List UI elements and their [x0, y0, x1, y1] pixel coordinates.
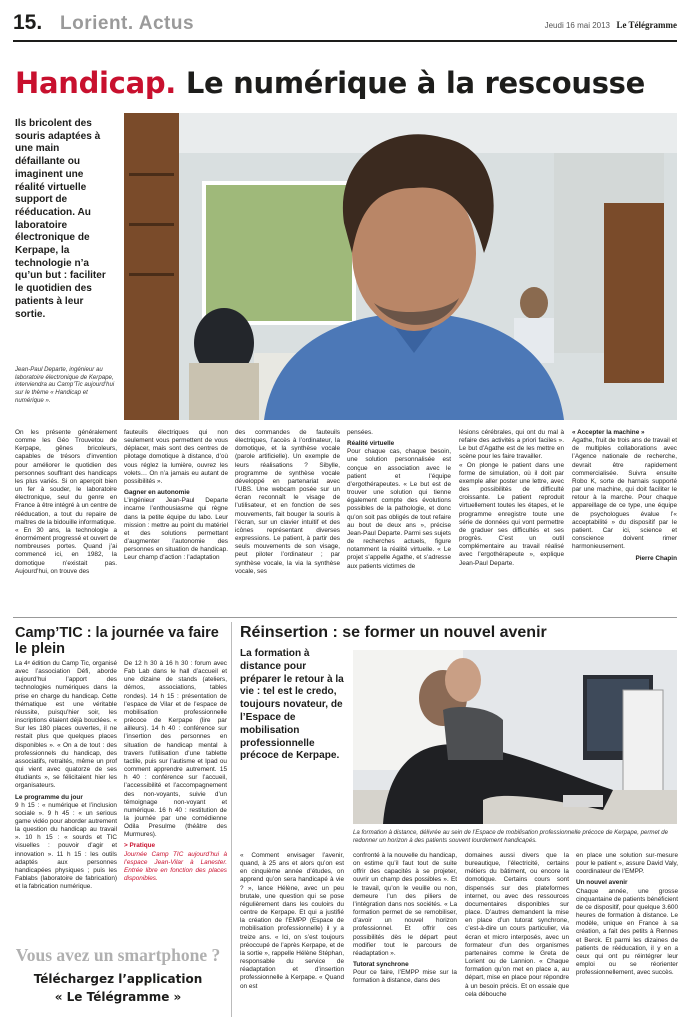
- ad-line: Téléchargez l’application: [33, 972, 203, 986]
- ad-cta[interactable]: [13, 970, 223, 1006]
- paragraph: lésions cérébrales, qui ont du mal à refaire des activités a priori faciles ». Le but d’Agathe est de les mettre en scène pour les faire travailler.: [459, 429, 564, 461]
- practical-label: > Pratique: [124, 842, 156, 850]
- section-title: Lorient. Actus: [60, 13, 195, 34]
- photo-caption: Jean-Paul Departe, ingénieur au laboratoire électronique de Kerpape, interviendra au Camp’Tic aujourd’hui sur le thème « Handicap et numérique ».: [15, 366, 115, 404]
- paragraph: confronté à la nouvelle du handicap, on estime qu’il faut tout de suite offrir des capacités à se projeter, ouvrir un champ des possibles ». Et le travail, qu’on le veuille ou non, demeure l’un des piliers de l’intégration dans nos sociétés. « La formation permet de se remobiliser, d’avoir un nouvel horizon professionnel. Et offrir ces possibilités dès le départ peut modifier tout le parcours de réadaptation ».: [353, 852, 457, 957]
- paragraph: L’ingénieur Jean-Paul Departe incarne l’enthousiasme qui règne dans la petite équipe du labo. Leur mission : mettre au point du matériel et des solutions permettant d’augmenter l’autonomie des personnes en situation de handicap. Leur champ d’action : l’adaptation: [124, 497, 228, 562]
- subheading: Un nouvel avenir: [576, 879, 628, 887]
- paragraph: Agathe, fruit de trois ans de travail et de multiples collaborations avec l’Agence nationale de recherche, devrait être rapidement commercialisée. Suivra ensuite Robo K, sorte de harnais supporté par une machine, qui doit faciliter le retour à la marche. Pour chaque appareillage de ce type, une équipe de psychologues évalue l’« acceptabilité » du dispositif par le patient. Car ici, science et conscience doivent rimer harmonieusement.: [572, 437, 677, 551]
- author-signature: Pierre Chapin: [635, 555, 677, 563]
- reinsertion-column-1: [240, 852, 344, 991]
- issue-date: Jeudi 16 mai 2013: [544, 21, 610, 30]
- paragraph: Pour ce faire, l’EMPP mise sur la formation à distance, dans des: [353, 969, 457, 985]
- header-rule: [13, 40, 677, 42]
- camptic-column-2: [124, 660, 227, 883]
- subheading: Tutorat synchrone: [353, 961, 409, 969]
- article-column-5: [459, 429, 564, 568]
- paragraph: « On plonge le patient dans une forme de simulation, où il doit par exemple aller poster une lettre, avec des possibilités de difficulté croissante. Le patient reproduit virtuellement toutes les étapes, et le programme enregistre toute une série de données qui vont permettre de graduer ses difficultés et ses progrès. C’est un outil complémentaire au travail réalisé avec l’ergothérapeute », explique Jean-Paul Departe.: [459, 461, 564, 567]
- newspaper-name: Le Télégramme: [616, 20, 677, 30]
- headline-kicker: Handicap.: [15, 66, 177, 100]
- training-illustration: [353, 650, 677, 824]
- training-caption: La formation à distance, délivrée au sein de l’Espace de mobilisation professionnelle précoce de Kerpape, permet de redonner un horizon à des patients souvent lourdement handicapés.: [353, 829, 669, 844]
- subheading: Gagner en autonomie: [124, 489, 190, 497]
- paragraph: On les présente généralement comme les Géo Trouvetou de Kerpape, gênes bricoleurs, capables de trésors d’invention pour améliorer le quotidien des personnes souffrant des handicaps les plus variés. Si on aperçoit bien un fer à souder, le laboratoire électronique, seul du genre en France à être intégré à un centre de rééducation, a tout du repaire de maîtres de la bidouille informatique.: [15, 429, 117, 526]
- subheading: Réalité virtuelle: [347, 440, 395, 448]
- page-number: 15.: [13, 11, 43, 34]
- paragraph: La 4ᵉ édition du Camp Tic, organisé avec l’association Défi, aborde aujourd’hui l’apport des technologies numériques dans la prise en charge du handicap. Cette thématique est une véritable réussite, puisqu’hier soir, les inscriptions étaient déjà bouclées. « Sur les 180 places ouvertes, il ne restait plus que quelques places disponibles ». « On a de tout : des professionnels du handicap, des associatifs, retraités, même un prof qui vient avec quatorze de ses étudiants », se félicitaient hier les organisateurs.: [15, 660, 117, 790]
- portrait-illustration: [124, 113, 677, 420]
- paragraph: « Comment envisager l’avenir, quand, à 25 ans et alors qu’on est en cinquième année d’études, on apprend qu’on sera handicapé à vie ? », lance Hélène, avec un peu brutale, une question qui se pose régulièrement dans les couloirs du centre de Kerpape. Et qui a justifié la création de l’EMPP (Espace de mobilisation professionnelle) il y a treize ans. « Ici, on s’est toujours préoccupé de l’après Kerpape, et de la sortie », rappelle Hélène Stéphan, responsable du service de réadaptation et d’insertion professionnelle à Kerpape. « Quand on est: [240, 852, 344, 990]
- camptic-title: Camp’TIC : la journée va faire le plein: [15, 625, 219, 657]
- subheading: Le programme du jour: [15, 793, 83, 801]
- ad-headline: Vous avez un smartphone ?: [15, 945, 221, 965]
- reinsertion-column-2: [353, 852, 457, 986]
- portrait-photo: [124, 113, 677, 420]
- article-column-6: [572, 429, 677, 564]
- camptic-column-1: [15, 660, 117, 891]
- practical-info: Journée Camp TIC aujourd’hui à l’espace Jean-Vilar à Lanester. Entrée libre en fonction des places disponibles.: [124, 850, 227, 883]
- paragraph: domaines aussi divers que la bureautique, l’électricité, certains métiers du bâtiment, ou encore la domotique. Certains cours sont dispensés sur des plateformes internet, ou avec des ressources documentaires disponibles sur place. D’autres demandent la mise en place d’un tutorat synchrone, c’est-à-dire un cours particulier, via écran et micro interposés, avec un formateur d’un des organismes partenaires comme le Greta de Lorient ou de Lannion. « Chaque formation qu’on met en place a, au départ, mise en place pour répondre à un besoin précis. Et on essaie que cela débouche: [465, 852, 569, 998]
- reinsertion-column-4: [576, 852, 678, 977]
- subheading: « Accepter la machine »: [572, 429, 645, 436]
- paragraph: Pour chaque cas, chaque besoin, une solution personnalisée est conçue en association avec le patient et l’équipe d’ergothérapeutes. « Le but est de trouver une solution qui tienne également compte des évolutions possibles de la pathologie, et donc qu’on soit pas obligés de tout refaire au bout de deux ans », précise Jean-Paul Departe. Parmi ses sujets de recherches actuels, figure notamment la réalité virtuelle. « Le projet s’appelle Agathe, et s’adresse aux patients victimes de: [347, 448, 451, 570]
- paragraph: « En 30 ans, la technologie a énormément progressé et ouvert de nombreuses portes. Quand j’ai commencé ici, en 1982, la domotique n’existait pas. Aujourd’hui, on trouve des: [15, 526, 117, 575]
- headline: [15, 66, 645, 100]
- reinsertion-deck: La formation à distance pour préparer le retour à la vie : tel est le credo, toujours novateur, de l’Espace de mobilisation professionnelle précoce de Kerpape.: [240, 648, 344, 762]
- reinsertion-column-3: [465, 852, 569, 999]
- article-column-3: [235, 429, 340, 576]
- paragraph: 9 h 15 : « numérique et l’inclusion sociale ». 9 h 45 : « un serious game vidéo pour aborder autrement la question du handicap au travail ». 10 h 15 : « sourds et TIC visuelles : pouvoir d’agir et innovation ». 11 h 15 : les outils adaptés aux personnes handicapées physiques ; puis les Fablabs (laboratoire de fabrication) et la fabrication numérique.: [15, 801, 117, 891]
- article-intro: Ils bricolent des souris adaptées à une main défaillante ou imaginent une réalité virtuelle support de rééducation. Au laboratoire électronique de Kerpape, la technologie n’a qu’un but : faciliter le quotidien des patients à leur sortie.: [15, 118, 106, 320]
- article-column-1: [15, 429, 117, 576]
- column-divider: [231, 622, 232, 1017]
- headline-title: Le numérique à la rescousse: [185, 66, 646, 100]
- paragraph: en place une solution sur-mesure pour le patient », assure David Valy, coordinateur de l’EMPP.: [576, 852, 678, 876]
- reinsertion-title: Réinsertion : se former un nouvel avenir: [240, 624, 547, 641]
- paragraph: De 12 h 30 à 16 h 30 : forum avec Fab Lab dans le hall d’accueil et une dizaine de stands (ateliers, démos, associations, tables rondes). 14 h 15 : présentation de l’espace de Vilar et de l’espace de mobilisation professionnelle précoce de Kerpape (lire par ailleurs). 14 h 40 : conférence sur l’insertion des personnes en situation de handicap mental à travers l’utilisation d’une tablette tactile, puis sur l’autisme et Ipad ou comment apprendre autrement. 15 h 40 : conférence sur l’accueil, l’accessibilité et l’accompagnement des non-voyants, suivie d’un témoignage non-voyant et numérique. 16 h 40 : restitution de la journée par une comédienne Odila Presulme (théâtre des Murmures).: [124, 660, 227, 839]
- article-column-4: [347, 429, 451, 571]
- paragraph: Chaque année, une grosse cinquantaine de patients bénéficient de ce dispositif, pour quelque 3.600 heures de formation à distance. Le modèle, unique en France à sa création, a fait des petits à Rennes et Berck. Et parmi les dizaines de patients de rééducation, il y en a ceux qui ont pu réintégrer leur emploi ou se réorienter professionnellement, avec succès.: [576, 887, 678, 977]
- ad-line: « Le Télégramme »: [54, 990, 182, 1004]
- paragraph: des commandes de fauteuils électriques, l’accès à l’ordinateur, la domotique, et la synthèse vocale (parole artificielle). Un exemple de leurs réalisations ? Sibylle, programme de synthèse vocale développé en partenariat avec l’UBS. Une webcam posée sur un écran reconnaît le visage de l’utilisateur, et en fonction de ses mouvements, fait bouger la souris à l’écran, sur un clavier intuitif et des icônes représentant diverses expressions. Le patient, à partir des seuls mouvements de son visage, peut piloter l’ordinateur ; par synthèse vocale, la via la synthèse vocale, ses: [235, 429, 340, 575]
- paragraph: pensées.: [347, 429, 373, 436]
- section-divider: [13, 617, 677, 618]
- paragraph: fauteuils électriques qui non seulement vous permettent de vous déplacer, mais sont des centres de pilotage domotique à distance, d’où vous réglez la lumière, ouvrez les volets… On n’a jamais eu autant de possibilités ».: [124, 429, 228, 485]
- article-column-2: [124, 429, 228, 563]
- training-photo: [353, 650, 677, 824]
